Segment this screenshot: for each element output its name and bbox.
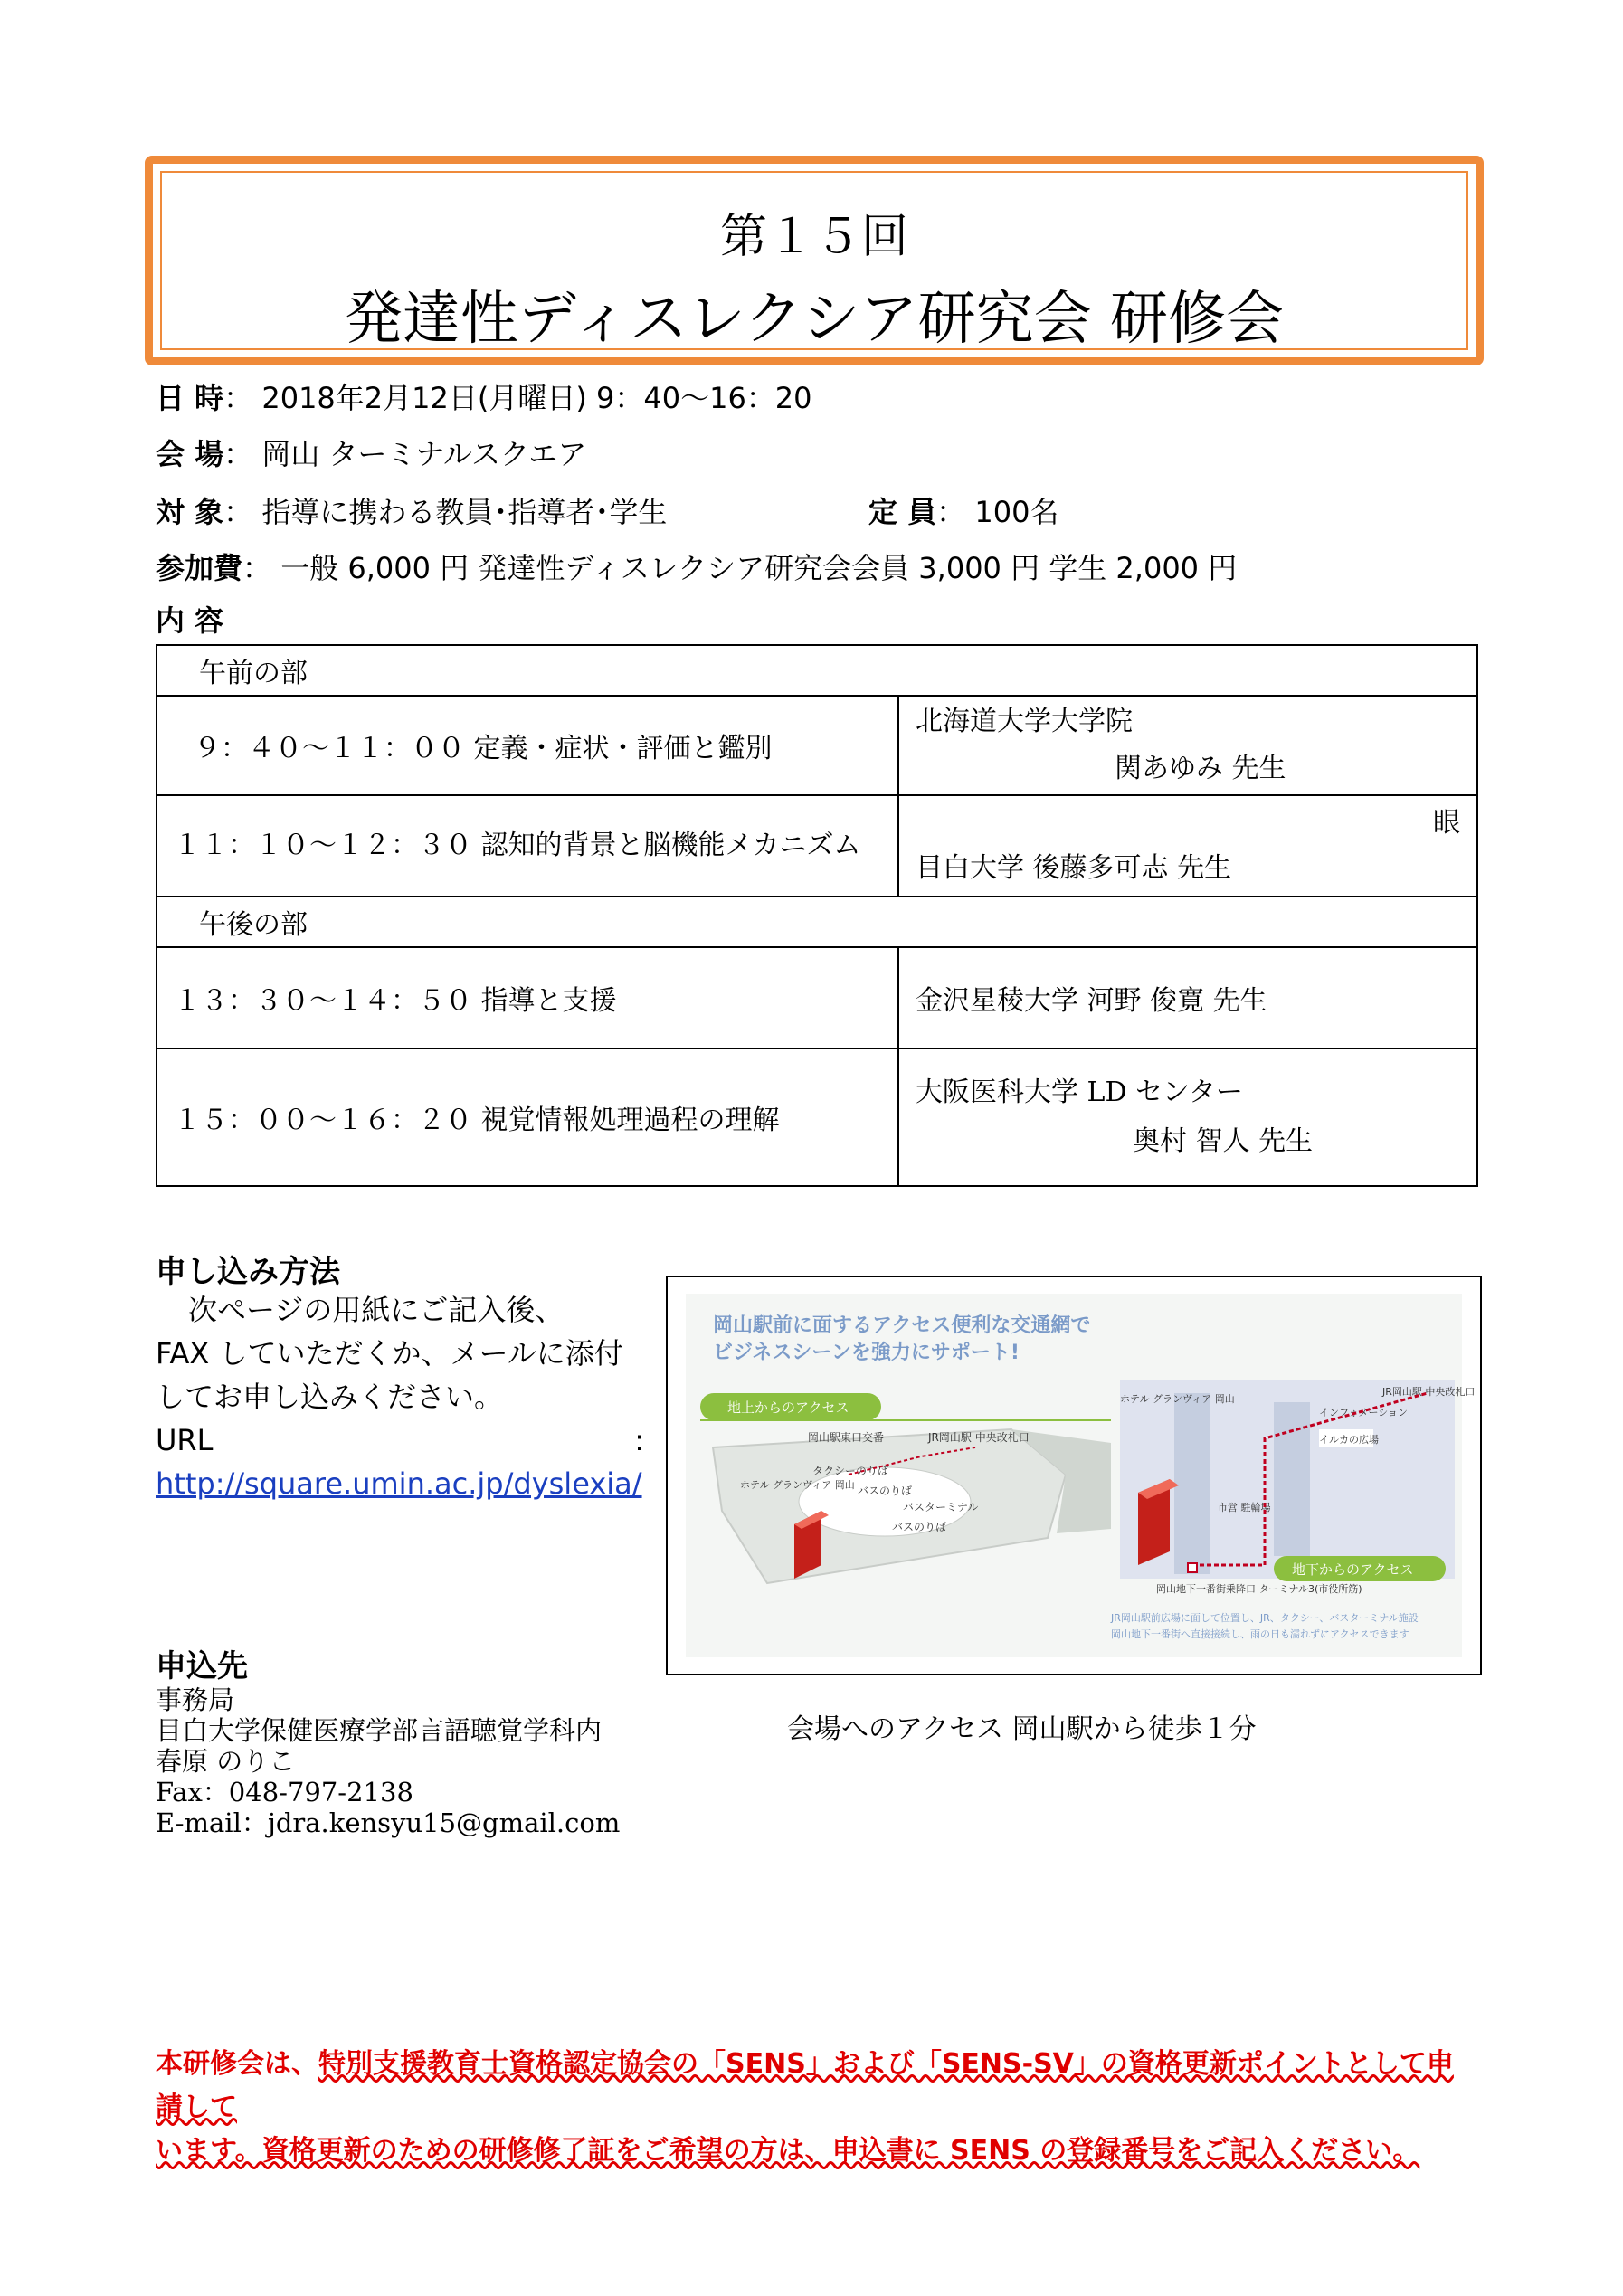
notice-part-2: 特別支援教育士資格認定協会の「SENS」および「SENS-SV」の資格更新ポイントとして申請して	[156, 2048, 1454, 2123]
map-inner	[686, 1294, 1476, 1657]
url-colon: :	[634, 1423, 644, 1457]
apply-body	[156, 1288, 644, 1505]
contact-heading: 申込先	[156, 1648, 248, 1684]
session-1-name: 関あゆみ 先生	[1115, 753, 1286, 784]
capacity-row: 定 員： 100名	[868, 495, 1059, 529]
table-row	[157, 645, 1477, 696]
session-2-affiliation: 眼	[1433, 807, 1460, 839]
morning-section-label: 午前の部	[157, 645, 1477, 696]
title-inner-border	[160, 171, 1468, 353]
parking-label: 市営 駐輪場	[1218, 1502, 1271, 1513]
apply-heading: 申し込み方法	[156, 1254, 340, 1290]
east-exit-label: 岡山駅東口交番	[808, 1431, 885, 1444]
apply-text-1: 次ページの用紙にご記入後、	[188, 1293, 565, 1327]
session-4-name: 奥村 智人 先生	[1133, 1125, 1314, 1157]
session-1-speaker	[898, 696, 1477, 795]
contact-dept: 目白大学保健医療学部言語聴覚学科内	[156, 1715, 603, 1746]
url-label: URL	[156, 1423, 214, 1457]
content-row	[156, 602, 223, 639]
table-row	[157, 947, 1477, 1048]
bus-terminal-label: バスターミナル	[903, 1501, 979, 1513]
notice-part-3: います。資格更新のための研修修了証をご希望の方は、申込書に SENS の登録番号をご記入ください。	[156, 2135, 1420, 2167]
url-row	[156, 1418, 644, 1462]
map-headline-1: 岡山駅前に面するアクセス便利な交通網で	[713, 1314, 1091, 1337]
contact-fax: Fax：048-797-2138	[156, 1777, 413, 1807]
target-label: 対 象	[156, 495, 224, 529]
session-4-affiliation: 大阪医科大学 LD センター	[916, 1077, 1243, 1108]
ground-access-label: 地上からのアクセス	[727, 1399, 849, 1416]
session-2-name: 目白大学 後藤多可志 先生	[916, 852, 1232, 884]
venue-row: 会 場： 岡山 ターミナルスクエア	[156, 437, 587, 471]
schedule-table	[156, 644, 1478, 1187]
sens-notice	[156, 2043, 1478, 2173]
session-1-title: ９：４０〜１１：００ 定義・症状・評価と鑑別	[157, 696, 898, 795]
title-line-1: 第１５回	[719, 210, 908, 264]
map-headline-2: ビジネスシーンを強力にサポート!	[713, 1342, 1020, 1364]
iruka-label: イルカの広場	[1319, 1434, 1379, 1446]
table-row	[157, 795, 1477, 897]
session-2-speaker	[898, 795, 1477, 897]
map-svg	[686, 1294, 1476, 1657]
notice-part-1: 本研修会は、	[156, 2048, 318, 2080]
date-value: 2018年2月12日(月曜日) 9：40〜16：20	[261, 381, 812, 415]
session-4-title: １５：００〜１６：２０ 視覚情報処理過程の理解	[157, 1048, 898, 1186]
session-3-title: １３：３０〜１４：５０ 指導と支援	[157, 947, 898, 1048]
table-row	[157, 897, 1477, 947]
target-row: 対 象： 指導に携わる教員･指導者･学生	[156, 495, 668, 529]
content-label: 内 容	[156, 603, 224, 638]
apply-text-3: してお申し込みください。	[156, 1380, 504, 1414]
session-3-speaker: 金沢星稜大学 河野 俊寛 先生	[898, 947, 1477, 1048]
session-4-speaker	[898, 1048, 1477, 1186]
table-row	[157, 1048, 1477, 1186]
apply-text-2: FAX していただくか、メールに添付	[156, 1336, 623, 1371]
table-row	[157, 696, 1477, 795]
title-line-2: 発達性ディスレクシア研究会 研修会	[345, 286, 1284, 353]
contact-email: E-mail：jdra.kensyu15@gmail.com	[156, 1807, 621, 1838]
map-caption: 会場へのアクセス 岡山駅から徒歩１分	[787, 1713, 1257, 1745]
session-2-title: １１：１０〜１２：３０ 認知的背景と脳機能メカニズム	[157, 795, 898, 897]
jr-label-ground: JR岡山駅 中央改札口	[928, 1431, 1030, 1444]
underground-block-2	[1274, 1402, 1310, 1556]
capacity-label: 定 員	[868, 495, 937, 529]
map-footnote-2: 岡山地下一番街へ直接接続し、雨の日も濡れずにアクセスできます	[1111, 1628, 1409, 1640]
session-1-affiliation: 北海道大学大学院	[916, 706, 1133, 737]
contact-name: 春原 のりこ	[156, 1746, 296, 1777]
access-map	[666, 1276, 1482, 1675]
fee-label: 参加費	[156, 551, 243, 585]
exit-marker	[1188, 1563, 1197, 1572]
bus-label-2: バスのりば	[892, 1521, 947, 1533]
contact-office: 事務局	[156, 1684, 235, 1715]
capacity-value: 100名	[974, 495, 1059, 529]
url-link[interactable]: http://square.umin.ac.jp/dyslexia/	[156, 1466, 642, 1501]
taxi-label: タクシーのりば	[812, 1465, 889, 1477]
underground-access-label: 地下からのアクセス	[1292, 1561, 1414, 1578]
target-value: 指導に携わる教員･指導者･学生	[261, 495, 668, 529]
underground-block-1	[1174, 1393, 1210, 1574]
contact-body	[156, 1684, 620, 1838]
info-label: インフォメーション	[1319, 1407, 1409, 1418]
venue-label: 会 場	[156, 437, 224, 471]
hotel-label-underground: ホテル グランヴィア 岡山	[1120, 1393, 1235, 1405]
venue-value: 岡山 ターミナルスクエア	[261, 437, 587, 471]
date-row: 日 時： 2018年2月12日(月曜日) 9：40〜16：20	[156, 381, 812, 415]
jr-label-underground: JR岡山駅 中央改札口	[1382, 1386, 1476, 1398]
afternoon-section-label: 午後の部	[157, 897, 1477, 947]
fee-row: 参加費： 一般 6,000 円 発達性ディスレクシア研究会会員 3,000 円 学生 2,000 円	[156, 551, 1238, 585]
bus-label: バスのりば	[858, 1485, 913, 1497]
date-label: 日 時	[156, 381, 224, 415]
fee-value: 一般 6,000 円 発達性ディスレクシア研究会会員 3,000 円 学生 2,000 円	[280, 551, 1238, 585]
exit-label: 岡山地下一番街乗降口 ターミナル3(市役所筋)	[1156, 1583, 1362, 1595]
hotel-label-ground: ホテル グランヴィア 岡山	[740, 1479, 855, 1491]
map-footnote-1: JR岡山駅前広場に面して位置し、JR、タクシー、バスターミナル施設	[1111, 1612, 1419, 1624]
title-box	[145, 156, 1484, 365]
